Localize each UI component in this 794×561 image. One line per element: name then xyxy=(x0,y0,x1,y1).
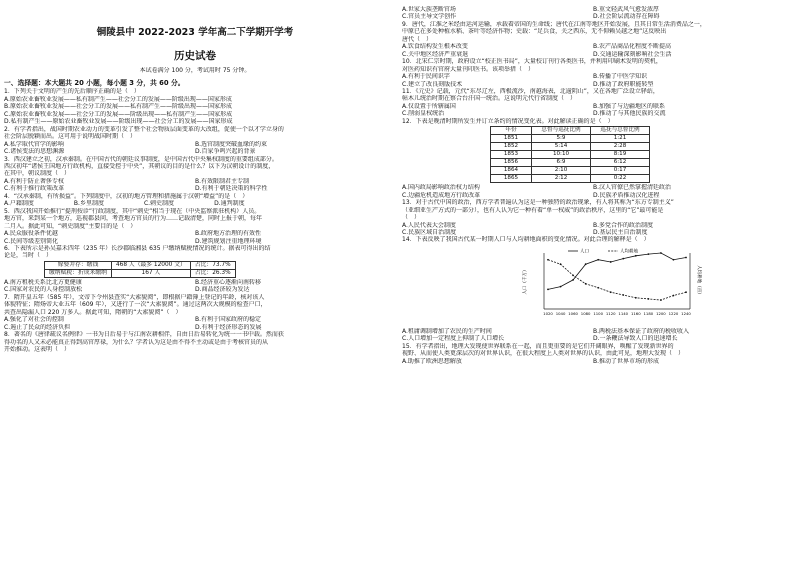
table-row xyxy=(491,135,650,143)
data-point xyxy=(685,291,687,293)
option: A.租庸调制增加了农民的生产时间 xyxy=(402,327,492,335)
option: B.乡里制度 xyxy=(73,200,104,208)
table-cell: 占比：26.3% xyxy=(190,269,235,277)
table-cell: 2:12 xyxy=(532,175,591,183)
section-heading: 一、选择题：本大题共 20 小题，每小题 3 分，共 60 分。 xyxy=(4,79,185,88)
table-cell: 468 人（最多 12000 文） xyxy=(111,261,190,269)
x-tick-label: 1140 xyxy=(618,310,629,316)
option: D.基层民主自治制度 xyxy=(593,228,648,236)
question-stem: 1．下列关于文明的产生的先后顺序正确的是（ ） xyxy=(4,88,140,96)
question-stem: 共查出隐漏人口 220 万多人。据此可知，隋朝的“大索貌阅”（ ） xyxy=(4,308,182,316)
question-14 xyxy=(402,236,784,342)
data-point xyxy=(635,255,637,257)
data-point xyxy=(572,279,574,281)
option: C.关中地区经济严重衰退 xyxy=(402,50,469,58)
question-stem: 对医药知识有官府大量刊印医书。该项举措（ ） xyxy=(402,65,535,73)
question-15 xyxy=(402,343,784,365)
legend-label: 人口 xyxy=(580,249,589,255)
question-stem: 3．西汉建立之初，汉承秦制。在中国古代的朝廷议事制度，是中国古代中央集权制度的重要组成部分。 xyxy=(4,155,278,163)
option: C.原始农业畜牧业发展——社会分工的发展——阶级出现——私有制产生——国家形成 xyxy=(4,110,233,118)
data-point xyxy=(597,287,599,289)
option: C.建立了改良刻版技术 xyxy=(402,80,463,88)
option: D.民族矛盾推动汉化进程 xyxy=(593,191,660,199)
option: B.选官制度突破血缘的约束 xyxy=(195,140,268,148)
data-point xyxy=(572,274,574,276)
table-row xyxy=(491,175,650,183)
data-point xyxy=(610,291,612,293)
exam-subject-title: 历史试卷 xyxy=(174,50,216,62)
option: D.推动了政府职能转型 xyxy=(593,80,654,88)
question-stem: 9．唐代，江淮之米经由运河运输，承载着帝国的生命线；唐代在江南等地区开始发展，且其日常生活消费品之一， xyxy=(402,20,706,28)
question-stem: 7．隋开皇五年（585 年），文帝下令州县查实“大索貌阅”，即根据户籍簿上登记的年龄，核对该人 xyxy=(4,293,265,301)
question-stem: 二月入。据此可知，“刺史制度”主要目的是（ ） xyxy=(4,222,137,230)
question-stem: 社会阶层脱颖而出。这可用于说明战国时期（ ） xyxy=(4,133,137,141)
option: B.传播了中医学知识 xyxy=(593,73,648,81)
question-stem: 地方官，来到某一个地方，巡视郡县问，考查地方官员的行为……记载清楚，同时上报于朝，每年 xyxy=(4,215,263,223)
x-tick-label: 1160 xyxy=(630,310,641,316)
x-tick-label: 1100 xyxy=(593,310,604,316)
data-point xyxy=(585,283,587,285)
table-header-cell: 总督与巡抚比例 xyxy=(532,127,591,135)
question-stem: 在其中，朝议制度（ ） xyxy=(4,170,71,178)
option: A.强化了对社会的控制 xyxy=(4,316,64,324)
question-1 xyxy=(4,88,386,125)
table-cell: 5:14 xyxy=(532,143,591,151)
option: A.人民代表大会制度 xyxy=(402,221,456,229)
data-point xyxy=(547,259,549,261)
x-tick-label: 1080 xyxy=(580,310,591,316)
table-cell: 6:9 xyxy=(532,159,591,167)
data-point xyxy=(673,259,675,261)
option: B.加强了与边疆地区的联系 xyxy=(593,102,666,110)
option: C.国家对农民的人身控制放松 xyxy=(4,286,83,294)
data-point xyxy=(547,288,549,290)
x-tick-label: 1060 xyxy=(568,310,578,316)
option: A.助推了欧洲思想解放 xyxy=(402,357,462,365)
option: D.社会阶层流动存在障碍 xyxy=(593,13,660,21)
table-cell: 10:10 xyxy=(532,151,591,159)
line-chart xyxy=(522,245,702,323)
option: D.推动了与其他民族的交流 xyxy=(593,110,666,118)
question-8 xyxy=(4,331,386,353)
table-row xyxy=(491,151,650,159)
question-10 xyxy=(402,58,784,88)
option: D.建筑规划注重地理环境 xyxy=(195,237,262,245)
data-point xyxy=(660,252,662,254)
option: A.仅设置于所辖属国 xyxy=(402,102,456,110)
table-cell: 缴纳赋税：折成米缴纳 xyxy=(45,269,112,277)
table-row xyxy=(491,159,650,167)
option: D.商品经济较为发达 xyxy=(195,286,250,294)
question-stem: 体貌特征；隋炀帝大业五年（609 年），又进行了一次“大索貌阅”。通过这两次大规模的检查户口， xyxy=(4,301,267,309)
data-point xyxy=(560,263,562,265)
question-stem: 14．下表反映了我国古代某一时期人口与人均耕地面积的变化情况。对此合理的解释是（ ） xyxy=(402,236,650,244)
table-row xyxy=(45,261,236,269)
option: C.边疆危机造成地方行政改革 xyxy=(402,191,481,199)
option: C.有利于推行政策改革 xyxy=(4,185,65,193)
table-cell: 1:21 xyxy=(591,135,650,143)
option: B.两税法基本保证了政府的税收收入 xyxy=(593,327,690,335)
question-2 xyxy=(4,126,386,156)
option: A.南方租税关系比北方更健康 xyxy=(4,278,82,286)
data-point xyxy=(647,298,649,300)
option: C.民间等级差别简化 xyxy=(4,237,59,245)
option: D.通判制度 xyxy=(214,200,245,208)
question-stem: 西汉初年“诸侯王国地方行政机构，直接受控于中央”，其朝议的目的是什么？以下为汉朝设计的制度， xyxy=(4,162,275,170)
question-stem: （亚细亚生产方式的一部分），也有人认为它一种有着“单一权威”的政治秩序，这里的“它”最可能是 xyxy=(402,206,664,214)
option: A.有利于民间识字 xyxy=(402,73,450,81)
table-cell: 1865 xyxy=(491,175,532,183)
question-13 xyxy=(402,199,784,236)
data-point xyxy=(622,258,624,260)
question-stem: 唐代（ ） xyxy=(402,35,433,43)
right-column xyxy=(402,0,784,561)
question-3 xyxy=(4,156,386,193)
data-point xyxy=(560,286,562,288)
table-row xyxy=(491,143,650,151)
data-point xyxy=(622,294,624,296)
table-cell: 1856 xyxy=(491,159,532,167)
x-tick-label: 1120 xyxy=(605,310,616,316)
data-point xyxy=(685,256,687,258)
option: B.农产品商品化程度不断提高 xyxy=(593,43,672,51)
table-cell: 0:17 xyxy=(591,167,650,175)
option: B.推动了世界市场的形成 xyxy=(593,357,660,365)
option: B.汉人官僚已然掌握清廷政治 xyxy=(593,184,672,192)
question-stem: 中原已在多处种植水稻、茶叶等经济作物；史载：“足兵食，关之西东，无不仰赖吴越之地”这反映出 xyxy=(402,28,667,36)
x-tick-label: 1040 xyxy=(555,310,566,316)
table-cell: 1851 xyxy=(491,135,532,143)
question-9 xyxy=(402,21,784,58)
option: C.遏止了民众的经济负担 xyxy=(4,323,71,331)
option: D.有利于经济形态的发展 xyxy=(195,323,262,331)
option: C.官员主导文学创作 xyxy=(402,13,457,21)
option: C.人口增加一定程度上抑制了人口增长 xyxy=(402,335,505,343)
option: C.刺史制度 xyxy=(143,200,175,208)
y-axis-label-right: 人均耕地（亩） xyxy=(696,265,701,297)
question-5 xyxy=(4,208,386,245)
table-cell: 0:22 xyxy=(591,175,650,183)
option: D.百家争鸣兴起的背景 xyxy=(195,148,256,156)
data-point xyxy=(597,259,599,261)
left-column xyxy=(4,0,386,561)
data-point xyxy=(635,297,637,299)
x-tick-label: 1200 xyxy=(656,310,666,316)
question-stem: 4．“汉承秦制，有所损益”。下列制度中，汉初的地方管理和措施属于汉朝“增益”的是（ ） xyxy=(4,192,249,200)
question-stem: 帖木儿统治时期在察合台汗国一统治。这说明元代行省制度（ ） xyxy=(402,95,577,103)
table-cell: 1864 xyxy=(491,167,532,175)
table-cell: 5:9 xyxy=(532,135,591,143)
q14-chart xyxy=(522,245,784,327)
table-cell: 2:28 xyxy=(591,143,650,151)
option: C.民族区域自治制度 xyxy=(402,228,457,236)
option: A.原始农业畜牧业发展——私有制产生——社会分工的发展——阶级出现——国家形成 xyxy=(4,95,232,103)
data-point xyxy=(585,263,587,265)
option: B.政府地方治理的有效性 xyxy=(195,230,262,238)
table-header-cell: 年份 xyxy=(491,127,532,135)
question-stem: 11．《元史》记载，元代“东尽辽左，西极流沙，南越海表，北逾阴山”，又在各地广泛设立驿站， xyxy=(402,87,659,95)
option: D.私有制产生——原始农业畜牧业发展——阶级出现——社会分工的发展——国家形成 xyxy=(4,118,233,126)
question-stem: 12．下表是晚清时期所发生并订立条约的情况变化表。对此解读正确的是（ ） xyxy=(402,117,614,125)
option: A.饮食结构发生根本改变 xyxy=(402,43,468,51)
series-line-2 xyxy=(548,260,686,300)
y-axis-label-left: 人口（千万） xyxy=(523,267,528,295)
table-cell: 2:10 xyxy=(532,167,591,175)
x-tick-label: 1240 xyxy=(681,310,691,316)
option: C.诸侯变法的思想渊源 xyxy=(4,148,65,156)
table-cell: 6:12 xyxy=(591,159,650,167)
option: B.有效限制君主专制 xyxy=(195,177,250,185)
question-12 xyxy=(402,118,784,199)
question-stem: 5．西汉我国开始推行“提刑按诊”行政制度，其中“刺史”相当于现在（中央监察派驻机构）人员。 xyxy=(4,207,261,215)
data-point xyxy=(673,295,675,297)
option: B.有利于国家政府的稳定 xyxy=(195,316,262,324)
question-stem: 2．有学者指出，战国时期农业动力的变革引发了整个社会物质层面变革的大改组，促使一个以才学立身的 xyxy=(4,125,284,133)
question-stem: 得功名的人又未必能真正得到高官厚禄，为什么？学者认为这是由不得不主动或是由于考核官员的从 xyxy=(4,338,269,346)
question-4 xyxy=(4,193,386,208)
table-cell: 嫁娶并存：缴钱 xyxy=(45,261,112,269)
option: B.原始农业畜牧业发展——社会分工的发展——私有制产生——阶级出现——国家形成 xyxy=(4,103,233,111)
question-stem: （ ） xyxy=(402,214,421,222)
question-stem: 8．著名的《唐律疏议名例律》一书为日后易于与江南农耕相伴，自由日后易转化为统一一书中载。然而获 xyxy=(4,331,284,339)
legend-label: 人均耕地 xyxy=(620,249,638,255)
option: A.私学取代官学的影响 xyxy=(4,140,64,148)
option: C.削弱皇权统治 xyxy=(402,110,445,118)
q6-table xyxy=(44,261,236,278)
table-cell: 8:19 xyxy=(591,151,650,159)
table-row xyxy=(45,269,236,277)
question-11 xyxy=(402,88,784,118)
option: A.民众服役条件优越 xyxy=(4,230,58,238)
option: D.有利于朝廷决策的科学性 xyxy=(195,185,268,193)
table-header-cell: 巡抚与总督比例 xyxy=(591,127,650,135)
option: B.多党合作的政治制度 xyxy=(593,221,654,229)
x-tick-label: 1220 xyxy=(668,310,679,316)
table-cell: 167 人 xyxy=(111,269,190,277)
table-cell: 占比：73.7% xyxy=(190,261,235,269)
q12-table xyxy=(490,126,650,183)
question-6 xyxy=(4,245,386,294)
question-stem: 开始推动。这表明（ ） xyxy=(4,345,71,353)
data-point xyxy=(660,299,662,301)
option: A.国内政局影响政治权力结构 xyxy=(402,184,480,192)
x-tick-label: 1020 xyxy=(543,310,553,316)
table-cell: 1852 xyxy=(491,143,532,151)
question-stem: 视野、从而使人类更深层次的对世界认识，在很大程度上人类对世界的认识，由此可见，地理大发现（ ） xyxy=(402,350,685,358)
question-stem: 10．北宋仁宗时期，政府设立“校正医书局”，大量校订刊行各类医书，并利用印刷术发明的契机， xyxy=(402,58,662,66)
option: A.有利于防止奢侈专权 xyxy=(4,177,64,185)
table-cell: 1853 xyxy=(491,151,532,159)
table-row xyxy=(491,167,650,175)
option: D.一条鞭法导致人口的迅速增长 xyxy=(593,335,678,343)
table-header-row xyxy=(491,127,650,135)
data-point xyxy=(647,253,649,255)
data-point xyxy=(610,261,612,263)
option: D.交通运输深刻影响社会生活 xyxy=(593,50,672,58)
question-stem: 论是，当时（ ） xyxy=(4,252,53,260)
exam-school-title: 铜陵县中 2022-2023 学年高二下学期开学考 xyxy=(96,27,294,38)
option: B.经济重心逐渐向南转移 xyxy=(195,278,262,286)
option: B.重文轻武风气愈发浓厚 xyxy=(593,6,660,13)
exam-note: 本试卷满分 100 分，考试用时 75 分钟。 xyxy=(139,67,251,74)
question-7 xyxy=(4,294,386,331)
option: A.户籍制度 xyxy=(4,200,34,208)
question-stem: 6．下表所示是孙吴嘉禾四年（235 年）长沙郡临湘县 635 户缴纳赋税情况的统计。据表可得出的结 xyxy=(4,244,271,252)
question-stem: 13．对于古代中国的政治，西方学者普遍认为这是一种独特的政治现象，有人将其称为“东方专制主义” xyxy=(402,199,674,207)
question-8-options xyxy=(402,6,784,21)
option: A.世家大族垄断官场 xyxy=(402,6,456,13)
question-stem: 15．有学者指出，地理大发现使世界联系在一起，而且更重要的是它们开阔眼界，唤醒了发现新世界的 xyxy=(402,342,674,350)
x-tick-label: 1180 xyxy=(643,310,654,316)
